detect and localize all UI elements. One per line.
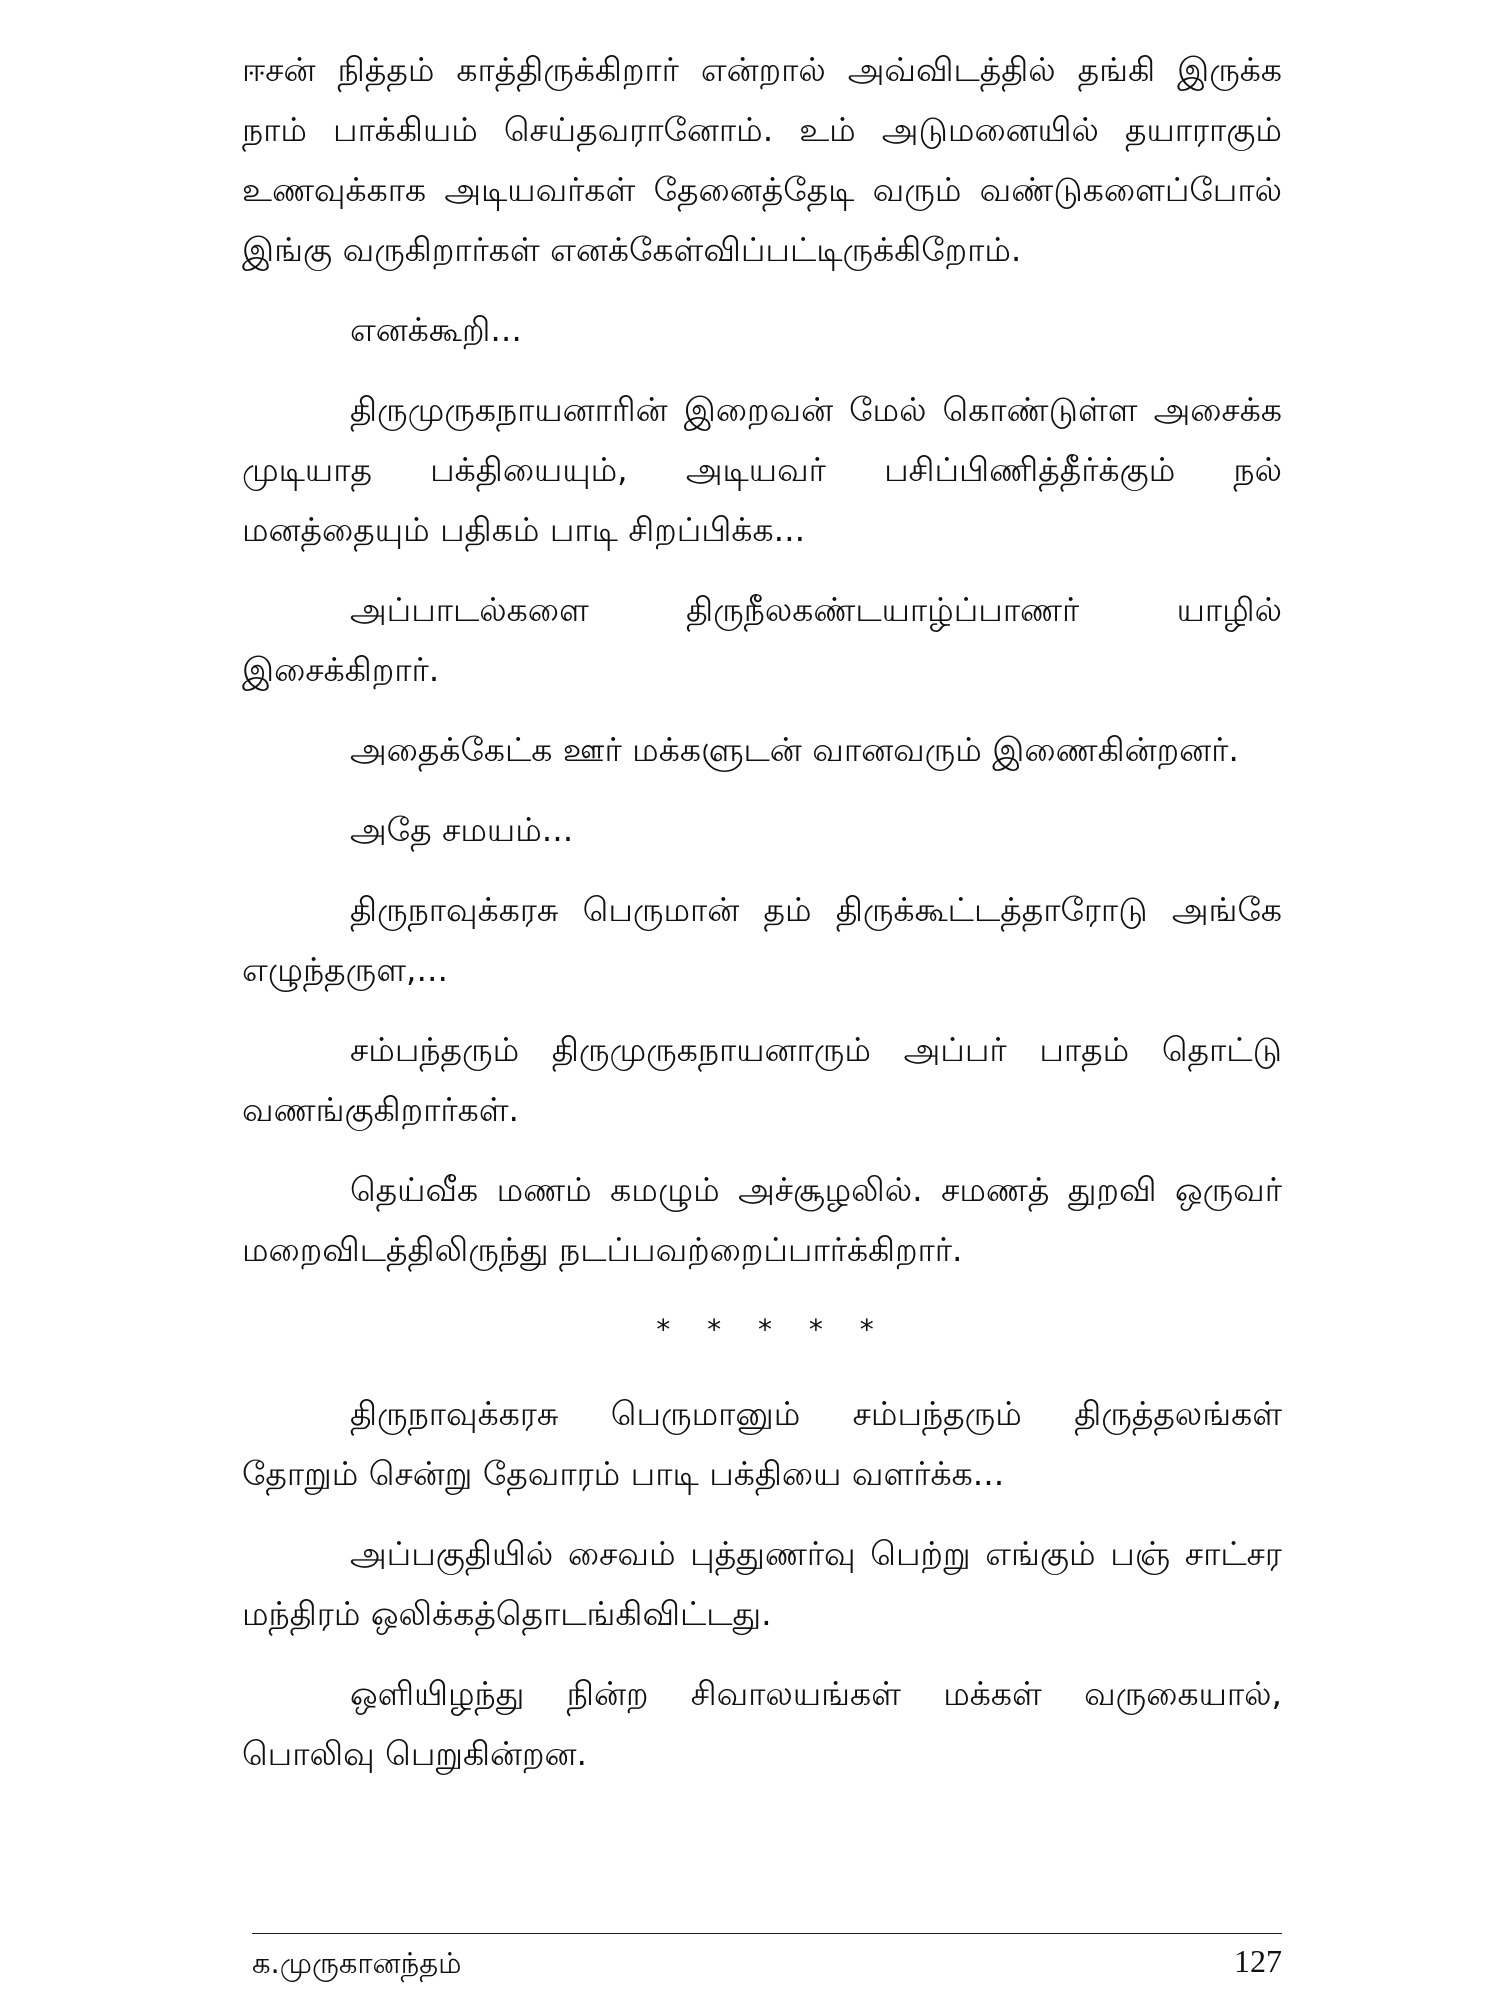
paragraph-7: திருநாவுக்கரசு பெருமான் தம் திருக்கூட்டத்தாரோடு அங்கே எழுந்தருள,... — [242, 890, 1282, 989]
page-number: 127 — [1234, 1943, 1282, 1979]
paragraph-2: எனக்கூறி... — [350, 310, 522, 349]
page-body — [242, 40, 1282, 1804]
paragraph-11: அப்பகுதியில் சைவம் புத்துணர்வு பெற்று எங்கும் பஞ் சாட்சர மந்திரம் ஒலிக்கத்தொடங்கிவிட்டது. — [242, 1534, 1282, 1633]
paragraph-4: அப்பாடல்களை திருநீலகண்டயாழ்ப்பாணர் யாழில் இசைக்கிறார். — [242, 590, 1282, 689]
paragraph-1: ஈசன் நித்தம் காத்திருக்கிறார் என்றால் அவ்விடத்தில் தங்கி இருக்க நாம் பாக்கியம் செய்தவரானோம். உம் அடுமனையில் தயாராகும் உணவுக்காக அடியவர்கள் தேனைத்தேடி வரும் வண்டுகளைப்போல் இங்கு வருகிறார்கள் எனக்கேள்விப்பட்டிருக்கிறோம். — [242, 50, 1282, 269]
paragraph-5: அதைக்கேட்க ஊர் மக்களுடன் வானவரும் இணைகின்றனர். — [350, 730, 1239, 769]
footer-author: க.முருகானந்தம் — [252, 1946, 462, 1980]
paragraph-9: தெய்வீக மணம் கமழும் அச்சூழலில். சமணத் துறவி ஒருவர் மறைவிடத்திலிருந்து நடப்பவற்றைப்பார்க்கிறார். — [242, 1170, 1282, 1269]
footer-divider — [252, 1933, 1282, 1934]
paragraph-3: திருமுருகநாயனாரின் இறைவன் மேல் கொண்டுள்ள அசைக்க முடியாத பக்தியையும், அடியவர் பசிப்பிணித்தீர்க்கும் நல் மனத்தையும் பதிகம் பாடி சிறப்பிக்க... — [242, 390, 1282, 549]
section-separator: * * * * * — [656, 1313, 888, 1346]
paragraph-10: திருநாவுக்கரசு பெருமானும் சம்பந்தரும் திருத்தலங்கள் தோறும் சென்று தேவாரம் பாடி பக்தியை வளர்க்க... — [242, 1394, 1282, 1493]
paragraph-6: அதே சமயம்... — [350, 810, 574, 849]
paragraph-12: ஒளியிழந்து நின்ற சிவாலயங்கள் மக்கள் வருகையால், பொலிவு பெறுகின்றன. — [242, 1674, 1282, 1773]
paragraph-8: சம்பந்தரும் திருமுருகநாயனாரும் அப்பர் பாதம் தொட்டு வணங்குகிறார்கள். — [242, 1030, 1282, 1129]
